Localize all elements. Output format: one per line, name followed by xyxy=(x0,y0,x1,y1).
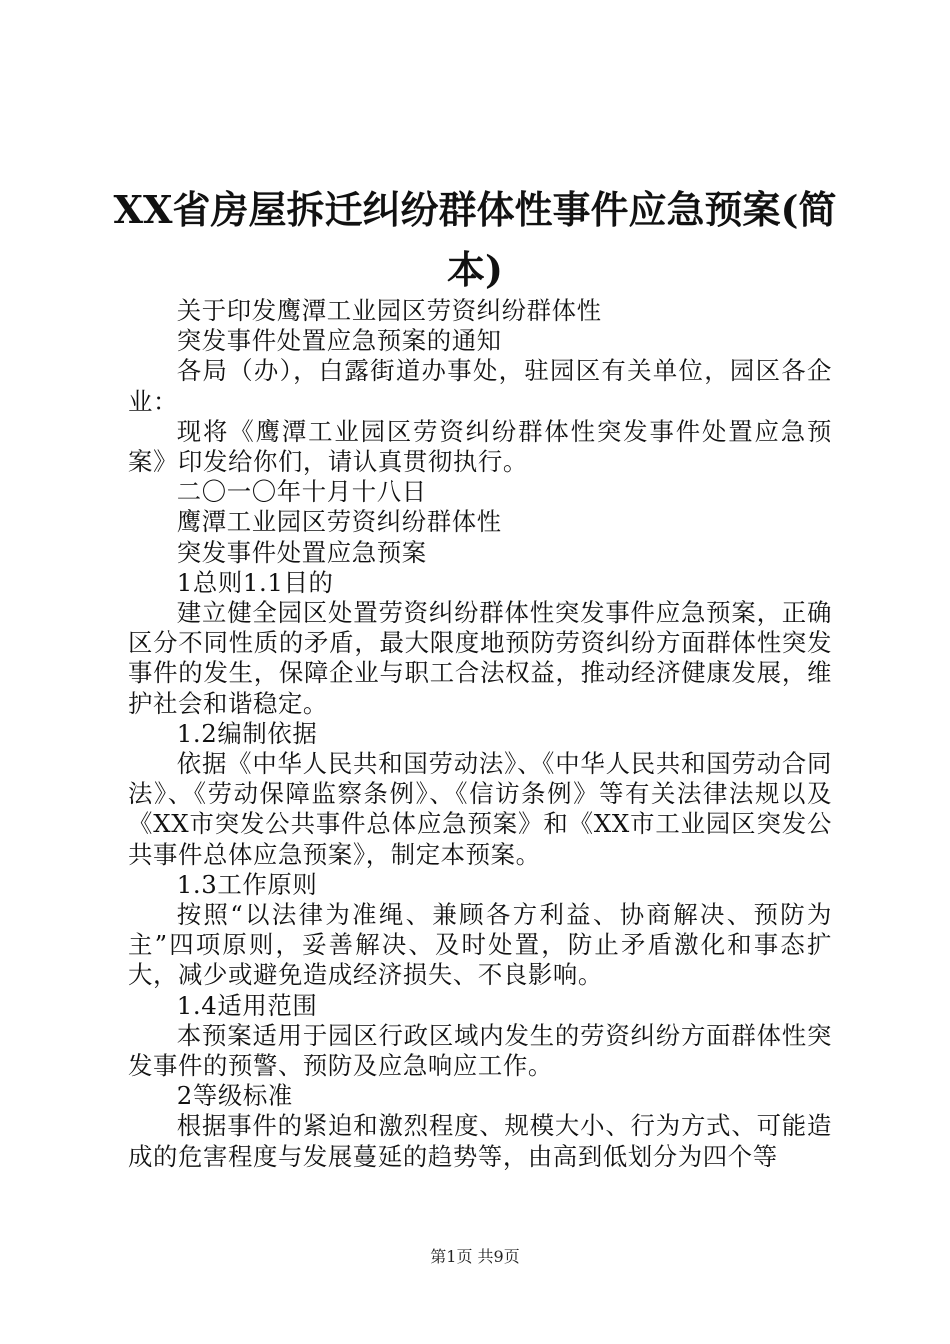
paragraph: 二〇一〇年十月十八日 xyxy=(176,477,427,507)
paragraph: 本预案适用于园区行政区域内发生的劳资纠纷方面群体性突发事件的预警、预防及应急响应工作。 xyxy=(128,1020,832,1081)
document-title: XX省房屋拆迁纠纷群体性事件应急预案(简本) xyxy=(113,187,837,292)
paragraph: 各局（办），白露街道办事处，驻园区有关单位，园区各企业： xyxy=(128,356,832,416)
paragraph: 现将《鹰潭工业园区劳资纠纷群体性突发事件处置应急预案》印发给你们，请认真贯彻执行。 xyxy=(128,416,832,477)
page-number-footer: 第1页 共9页 xyxy=(430,1247,520,1266)
document-body xyxy=(128,296,832,1172)
paragraph: 建立健全园区处置劳资纠纷群体性突发事件应急预案，正确区分不同性质的矛盾，最大限度地预防劳资纠纷方面群体性突发事件的发生，保障企业与职工合法权益，推动经济健康发展，维护社会和谐稳定。 xyxy=(128,598,832,718)
section-heading: 2等级标准 xyxy=(176,1081,293,1111)
paragraph: 根据事件的紧迫和激烈程度、规模大小、行为方式、可能造成的危害程度与发展蔓延的趋势等，由高到低划分为四个等 xyxy=(128,1111,832,1171)
section-heading: 1总则1.1目的 xyxy=(176,567,334,597)
paragraph: 按照“以法律为准绳、兼顾各方利益、协商解决、预防为主”四项原则，妥善解决、及时处置，防止矛盾激化和事态扩大，减少或避免造成经济损失、不良影响。 xyxy=(128,900,832,990)
paragraph: 关于印发鹰潭工业园区劳资纠纷群体性 xyxy=(176,296,602,325)
paragraph: 突发事件处置应急预案 xyxy=(176,537,427,567)
paragraph: 突发事件处置应急预案的通知 xyxy=(176,326,502,356)
section-heading: 1.3工作原则 xyxy=(176,869,318,899)
section-heading: 1.2编制依据 xyxy=(176,718,318,748)
paragraph: 依据《中华人民共和国劳动法》、《中华人民共和国劳动合同法》、《劳动保障监察条例》、《信访条例》等有关法律法规以及《XX市突发公共事件总体应急预案》和《XX市工业园区突发公共事件总体应急预案》，制定本预案。 xyxy=(128,749,832,869)
section-heading: 1.4适用范围 xyxy=(176,990,318,1020)
paragraph: 鹰潭工业园区劳资纠纷群体性 xyxy=(176,507,502,537)
